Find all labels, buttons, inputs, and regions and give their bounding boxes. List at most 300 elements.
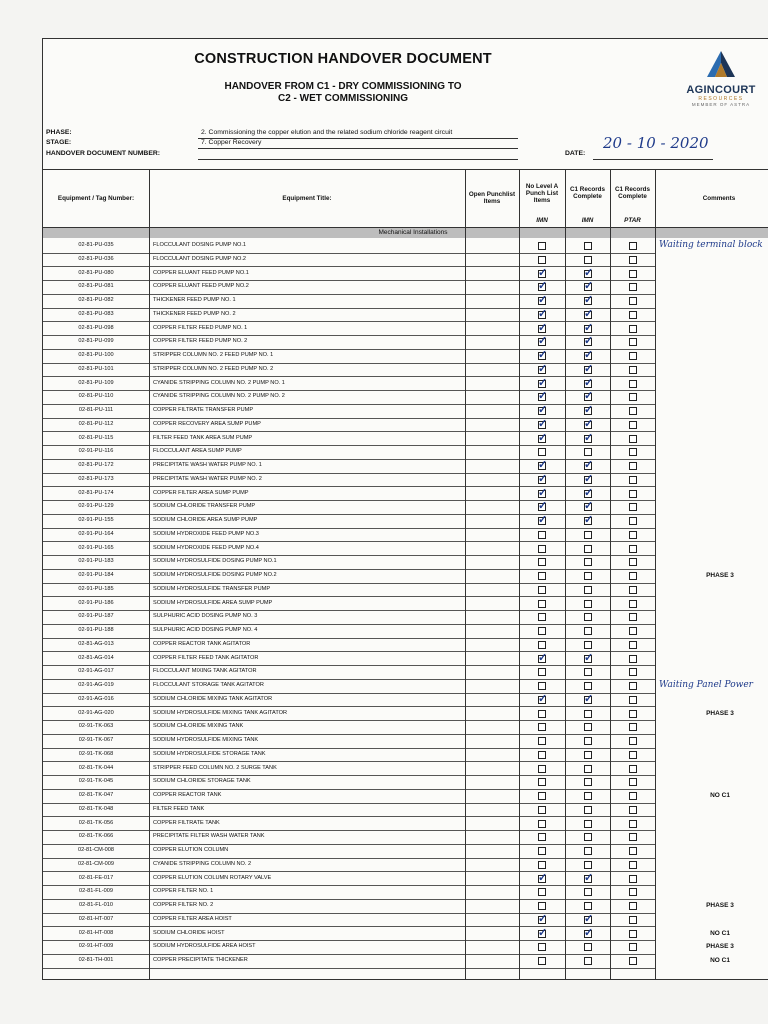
equipment-tag: 02-91-PU-185 xyxy=(78,585,114,592)
equipment-tag: 02-91-PU-186 xyxy=(78,599,114,606)
equipment-title: SODIUM CHLORIDE AREA SUMP PUMP xyxy=(153,517,258,523)
c1-records-checkbox[interactable] xyxy=(584,627,592,635)
ptar-checkbox[interactable] xyxy=(629,435,637,443)
level-a-checkbox[interactable] xyxy=(538,362,548,375)
table-row xyxy=(43,927,655,942)
level-a-checkbox[interactable] xyxy=(538,390,548,403)
check-mark-icon: ✓ xyxy=(538,514,548,526)
equipment-title: CYANIDE STRIPPING COLUMN NO. 2 PUMP NO. 2 xyxy=(153,393,285,400)
check-mark-icon: ✓ xyxy=(538,692,548,705)
check-mark-icon: ✓ xyxy=(584,514,594,526)
c1-records-checkbox[interactable] xyxy=(584,888,592,896)
equipment-tag: 02-81-CM-009 xyxy=(77,860,115,867)
equipment-tag: 02-81-PU-098 xyxy=(78,324,114,331)
level-a-checkbox[interactable] xyxy=(538,737,546,745)
table-row xyxy=(43,665,655,680)
equipment-tag: 02-91-PU-155 xyxy=(78,517,114,523)
equipment-tag: 02-91-TK-068 xyxy=(78,750,114,757)
ptar-checkbox[interactable] xyxy=(629,778,637,786)
level-a-checkbox[interactable] xyxy=(538,751,546,759)
level-a-checkbox[interactable] xyxy=(538,651,548,664)
ptar-checkbox[interactable] xyxy=(629,325,637,333)
c1-records-checkbox[interactable] xyxy=(584,280,594,293)
equipment-tag: 02-91-PU-129 xyxy=(78,503,114,510)
equipment-title: FLOCCULANT MIXING TANK AGITATOR xyxy=(153,668,257,675)
c1-records-checkbox[interactable] xyxy=(584,692,594,705)
level-a-checkbox[interactable] xyxy=(538,242,546,250)
ptar-checkbox[interactable] xyxy=(629,723,637,731)
equipment-title: COPPER ELUTION COLUMN xyxy=(153,847,229,853)
ptar-checkbox[interactable] xyxy=(629,792,637,800)
col-header-open: Open Punchlist Items xyxy=(468,191,516,205)
level-a-checkbox[interactable] xyxy=(538,349,548,361)
c1-records-checkbox[interactable] xyxy=(584,792,592,800)
table-row xyxy=(43,294,655,309)
ptar-checkbox[interactable] xyxy=(629,297,637,305)
col-divider-tag xyxy=(149,169,150,979)
equipment-title: COPPER FILTRATE TANK xyxy=(153,819,220,826)
level-a-checkbox[interactable] xyxy=(538,448,546,456)
level-a-checkbox[interactable] xyxy=(538,459,548,471)
ptar-checkbox[interactable] xyxy=(629,696,637,704)
equipment-tag: 02-91-AG-020 xyxy=(78,709,114,716)
c1-records-checkbox[interactable] xyxy=(584,545,592,553)
comment-text: PHASE 3 xyxy=(706,572,734,579)
level-a-checkbox[interactable] xyxy=(538,376,548,389)
ptar-checkbox[interactable] xyxy=(629,270,637,278)
table-row xyxy=(43,335,655,350)
check-mark-icon: ✓ xyxy=(538,500,548,513)
c1-records-checkbox[interactable] xyxy=(584,349,594,361)
equipment-title: SODIUM HYDROXIDE FEED PUMP NO.4 xyxy=(153,544,259,551)
col-header-c1-complete-1: C1 Records Complete xyxy=(570,186,605,200)
c1-records-checkbox[interactable] xyxy=(584,335,594,348)
table-row xyxy=(43,844,655,859)
equipment-tag: 02-81-PU-112 xyxy=(78,420,114,427)
level-a-checkbox[interactable] xyxy=(538,294,548,306)
equipment-title: STRIPPER COLUMN NO. 2 FEED PUMP NO. 2 xyxy=(153,365,274,372)
ptar-checkbox[interactable] xyxy=(629,820,637,828)
phase-value: 2. Commissioning the copper elution and the related sodium chloride reagent circuit xyxy=(201,129,453,136)
ptar-checkbox[interactable] xyxy=(629,861,637,869)
check-mark-icon: ✓ xyxy=(538,486,548,499)
check-mark-icon: ✓ xyxy=(584,926,594,939)
ptar-checkbox[interactable] xyxy=(629,916,637,924)
check-mark-icon: ✓ xyxy=(584,376,594,389)
c1-records-checkbox[interactable] xyxy=(584,294,594,306)
equipment-title: SODIUM HYDROSULFIDE DOSING PUMP NO.1 xyxy=(153,558,277,565)
col-divider-open xyxy=(519,169,520,979)
c1-records-checkbox[interactable] xyxy=(584,912,594,925)
table-row xyxy=(43,432,655,447)
equipment-title: COPPER ELUTION COLUMN ROTARY VALVE xyxy=(153,874,272,881)
ptar-checkbox[interactable] xyxy=(629,888,637,896)
ptar-checkbox[interactable] xyxy=(629,737,637,745)
document-subtitle-line-1: HANDOVER FROM C1 - DRY COMMISSIONING TO xyxy=(224,81,462,92)
c1-records-checkbox[interactable] xyxy=(584,256,592,264)
level-a-checkbox[interactable] xyxy=(538,486,548,499)
ptar-checkbox[interactable] xyxy=(629,655,637,663)
level-a-checkbox[interactable] xyxy=(538,682,546,690)
ptar-checkbox[interactable] xyxy=(629,902,637,910)
c1-records-checkbox[interactable] xyxy=(584,943,592,951)
level-a-checkbox[interactable] xyxy=(538,266,548,279)
equipment-title: COPPER FILTRATE TRANSFER PUMP xyxy=(153,407,254,413)
level-a-checkbox[interactable] xyxy=(538,778,546,786)
company-logo xyxy=(671,49,768,107)
table-row xyxy=(43,720,655,735)
ptar-checkbox[interactable] xyxy=(629,462,637,470)
equipment-title: SODIUM HYDROSULFIDE STORAGE TANK xyxy=(153,750,266,757)
logo-tagline: RESOURCES xyxy=(698,96,744,102)
equipment-tag: 02-91-PU-165 xyxy=(78,544,114,551)
level-a-checkbox[interactable] xyxy=(538,514,548,526)
level-a-checkbox[interactable] xyxy=(538,404,548,416)
ptar-checkbox[interactable] xyxy=(629,600,637,608)
table-row xyxy=(43,610,655,625)
ptar-checkbox[interactable] xyxy=(629,751,637,759)
check-mark-icon: ✓ xyxy=(538,349,548,361)
equipment-title: FLOCCULANT STORAGE TANK AGITATOR xyxy=(153,682,264,688)
equipment-tag: 02-81-PU-173 xyxy=(78,475,114,482)
ptar-checkbox[interactable] xyxy=(629,311,637,319)
table-row xyxy=(43,762,655,777)
ptar-checkbox[interactable] xyxy=(629,943,637,951)
table-row xyxy=(43,858,655,873)
check-mark-icon: ✓ xyxy=(584,404,594,416)
level-a-checkbox[interactable] xyxy=(538,280,548,293)
c1-records-checkbox[interactable] xyxy=(584,737,592,745)
level-a-checkbox[interactable] xyxy=(538,600,546,608)
ptar-checkbox[interactable] xyxy=(629,517,637,525)
table-row xyxy=(43,253,655,268)
stage-label: STAGE: xyxy=(46,139,72,146)
table-row xyxy=(43,789,655,804)
level-a-checkbox[interactable] xyxy=(538,613,546,621)
c1-records-checkbox[interactable] xyxy=(584,459,594,471)
ptar-checkbox[interactable] xyxy=(629,421,637,429)
c1-records-checkbox[interactable] xyxy=(584,833,592,841)
comment-text: NO C1 xyxy=(710,957,730,964)
c1-records-checkbox[interactable] xyxy=(584,806,592,814)
equipment-tag: 02-91-HT-009 xyxy=(78,943,114,950)
c1-records-checkbox[interactable] xyxy=(584,651,594,664)
ptar-checkbox[interactable] xyxy=(629,558,637,566)
col-header-level-a: No Level A Punch List Items xyxy=(525,182,559,204)
level-a-checkbox[interactable] xyxy=(538,321,548,334)
c1-records-checkbox[interactable] xyxy=(584,682,592,690)
comment-text: NO C1 xyxy=(710,929,730,937)
ptar-checkbox[interactable] xyxy=(629,806,637,814)
c1-records-checkbox[interactable] xyxy=(584,613,592,621)
level-a-checkbox[interactable] xyxy=(538,472,548,485)
c1-records-checkbox[interactable] xyxy=(584,600,592,608)
col-header-title: Equipment Title: xyxy=(282,194,332,202)
level-a-checkbox[interactable] xyxy=(538,335,548,348)
c1-records-checkbox[interactable] xyxy=(584,472,594,485)
equipment-title: FLOCCULANT DOSING PUMP NO.2 xyxy=(153,255,247,262)
check-mark-icon: ✓ xyxy=(584,390,594,403)
equipment-title: COPPER REACTOR TANK xyxy=(153,792,222,798)
ptar-checkbox[interactable] xyxy=(629,875,637,883)
level-a-checkbox[interactable] xyxy=(538,926,548,939)
logo-member: MEMBER OF ASTRA xyxy=(691,102,751,107)
equipment-title: COPPER ELUANT FEED PUMP NO.1 xyxy=(153,269,249,276)
equipment-title: COPPER FILTER FEED PUMP NO. 2 xyxy=(153,338,248,345)
c1-records-checkbox[interactable] xyxy=(584,586,592,594)
check-mark-icon: ✓ xyxy=(538,266,548,279)
table-row xyxy=(43,418,655,433)
c1-records-checkbox[interactable] xyxy=(584,321,594,334)
c1-records-checkbox[interactable] xyxy=(584,500,594,513)
equipment-title: COPPER FILTER NO. 1 xyxy=(153,888,214,895)
table-row xyxy=(43,913,655,928)
check-mark-icon: ✓ xyxy=(584,472,594,485)
check-mark-icon: ✓ xyxy=(538,362,548,375)
ptar-checkbox[interactable] xyxy=(629,668,637,676)
equipment-tag: 02-81-PU-172 xyxy=(78,462,114,468)
equipment-tag: 02-81-PU-174 xyxy=(78,489,114,496)
ptar-checkbox[interactable] xyxy=(629,283,637,291)
equipment-tag: 02-91-PU-184 xyxy=(78,572,114,578)
table-row xyxy=(43,652,655,667)
check-mark-icon: ✓ xyxy=(538,871,548,884)
ptar-checkbox[interactable] xyxy=(629,957,637,965)
c1-records-checkbox[interactable] xyxy=(584,307,594,320)
level-a-checkbox[interactable] xyxy=(538,820,546,828)
doc-number-underline xyxy=(198,159,518,160)
check-mark-icon: ✓ xyxy=(584,362,594,375)
level-a-checkbox[interactable] xyxy=(538,307,548,320)
c1-records-checkbox[interactable] xyxy=(584,871,594,884)
c1-records-checkbox[interactable] xyxy=(584,376,594,389)
equipment-tag: 02-81-TK-047 xyxy=(78,792,114,798)
ptar-checkbox[interactable] xyxy=(629,682,637,690)
level-a-checkbox[interactable] xyxy=(538,861,546,869)
level-a-checkbox[interactable] xyxy=(538,888,546,896)
c1-records-checkbox[interactable] xyxy=(584,820,592,828)
table-row xyxy=(43,473,655,488)
equipment-tag: 02-81-HT-008 xyxy=(78,929,114,936)
level-a-checkbox[interactable] xyxy=(538,500,548,513)
check-mark-icon: ✓ xyxy=(538,926,548,939)
col-divider-c1-1 xyxy=(610,169,611,979)
ptar-checkbox[interactable] xyxy=(629,613,637,621)
table-row xyxy=(43,734,655,749)
level-a-checkbox[interactable] xyxy=(538,871,548,884)
c1-records-checkbox[interactable] xyxy=(584,448,592,456)
level-a-checkbox[interactable] xyxy=(538,833,546,841)
ptar-checkbox[interactable] xyxy=(629,338,637,346)
equipment-tag: 02-91-AG-016 xyxy=(78,695,114,702)
c1-records-checkbox[interactable] xyxy=(584,902,592,910)
level-a-checkbox[interactable] xyxy=(538,765,546,773)
c1-records-checkbox[interactable] xyxy=(584,861,592,869)
check-mark-icon: ✓ xyxy=(538,390,548,403)
level-a-checkbox[interactable] xyxy=(538,943,546,951)
level-a-checkbox[interactable] xyxy=(538,847,546,855)
level-a-checkbox[interactable] xyxy=(538,641,546,649)
ptar-checkbox[interactable] xyxy=(629,586,637,594)
level-a-checkbox[interactable] xyxy=(538,431,548,444)
level-a-checkbox[interactable] xyxy=(538,558,546,566)
check-mark-icon: ✓ xyxy=(538,294,548,306)
ptar-checkbox[interactable] xyxy=(629,545,637,553)
c1-records-checkbox[interactable] xyxy=(584,641,592,649)
equipment-title: COPPER FILTER FEED TANK AGITATOR xyxy=(153,654,259,661)
level-a-checkbox[interactable] xyxy=(538,572,546,580)
c1-records-checkbox[interactable] xyxy=(584,847,592,855)
ptar-checkbox[interactable] xyxy=(629,765,637,773)
check-mark-icon: ✓ xyxy=(584,335,594,348)
comment-text: PHASE 3 xyxy=(706,943,734,951)
level-a-checkbox[interactable] xyxy=(538,531,546,539)
ptar-checkbox[interactable] xyxy=(629,930,637,938)
check-mark-icon: ✓ xyxy=(538,335,548,348)
c1-records-checkbox[interactable] xyxy=(584,723,592,731)
logo-name: AGINCOURT xyxy=(686,84,756,96)
col-sub-ptar: PTAR xyxy=(624,216,641,224)
equipment-title: SODIUM HYDROSULFIDE MIXING TANK xyxy=(153,737,259,743)
level-a-checkbox[interactable] xyxy=(538,723,546,731)
check-mark-icon: ✓ xyxy=(538,376,548,389)
c1-records-checkbox[interactable] xyxy=(584,514,594,526)
c1-records-checkbox[interactable] xyxy=(584,242,592,250)
ptar-checkbox[interactable] xyxy=(629,242,637,250)
check-mark-icon: ✓ xyxy=(584,294,594,306)
equipment-tag: 02-81-PU-080 xyxy=(78,269,114,276)
table-row xyxy=(43,748,655,763)
check-mark-icon: ✓ xyxy=(584,349,594,361)
check-mark-icon: ✓ xyxy=(538,321,548,334)
c1-records-checkbox[interactable] xyxy=(584,531,592,539)
c1-records-checkbox[interactable] xyxy=(584,404,594,416)
ptar-checkbox[interactable] xyxy=(629,503,637,511)
ptar-checkbox[interactable] xyxy=(629,352,637,360)
check-mark-icon: ✓ xyxy=(538,651,548,664)
level-a-checkbox[interactable] xyxy=(538,417,548,430)
table-row xyxy=(43,817,655,832)
ptar-checkbox[interactable] xyxy=(629,256,637,264)
level-a-checkbox[interactable] xyxy=(538,710,546,718)
c1-records-checkbox[interactable] xyxy=(584,957,592,965)
level-a-checkbox[interactable] xyxy=(538,668,546,676)
equipment-title: SODIUM CHLORIDE HOIST xyxy=(153,929,225,936)
c1-records-checkbox[interactable] xyxy=(584,668,592,676)
table-row xyxy=(43,872,655,887)
ptar-checkbox[interactable] xyxy=(629,393,637,401)
table-row xyxy=(43,597,655,612)
ptar-checkbox[interactable] xyxy=(629,847,637,855)
level-a-checkbox[interactable] xyxy=(538,912,548,925)
ptar-checkbox[interactable] xyxy=(629,572,637,580)
table-row xyxy=(43,775,655,790)
check-mark-icon: ✓ xyxy=(538,472,548,485)
c1-records-checkbox[interactable] xyxy=(584,926,594,939)
equipment-tag: 02-81-PU-099 xyxy=(78,338,114,345)
ptar-checkbox[interactable] xyxy=(629,833,637,841)
col-sub-imn-2: IMN xyxy=(581,216,594,224)
c1-records-checkbox[interactable] xyxy=(584,362,594,375)
equipment-title: COPPER FILTER FEED PUMP NO. 1 xyxy=(153,324,248,331)
check-mark-icon: ✓ xyxy=(584,912,594,925)
table-row xyxy=(43,693,655,708)
level-a-checkbox[interactable] xyxy=(538,957,546,965)
equipment-tag: 02-81-AG-014 xyxy=(78,654,114,661)
equipment-title: FILTER FEED TANK AREA SUM PUMP xyxy=(153,434,253,441)
equipment-tag: 02-91-PU-183 xyxy=(78,558,114,565)
check-mark-icon: ✓ xyxy=(538,459,548,471)
table-row xyxy=(43,885,655,900)
date-label: DATE: xyxy=(565,150,586,157)
c1-records-checkbox[interactable] xyxy=(584,572,592,580)
ptar-checkbox[interactable] xyxy=(629,476,637,484)
check-mark-icon: ✓ xyxy=(584,307,594,320)
col-divider-level-a xyxy=(565,169,566,979)
level-a-checkbox[interactable] xyxy=(538,627,546,635)
table-row xyxy=(43,377,655,392)
stage-underline xyxy=(198,148,518,149)
equipment-title: COPPER FILTER AREA SUMP PUMP xyxy=(153,489,249,496)
c1-records-checkbox[interactable] xyxy=(584,751,592,759)
equipment-tag: 02-81-CM-008 xyxy=(77,847,115,853)
mountain-logo-icon xyxy=(701,49,741,79)
c1-records-checkbox[interactable] xyxy=(584,486,594,499)
table-row xyxy=(43,707,655,722)
level-a-checkbox[interactable] xyxy=(538,806,546,814)
table-row xyxy=(43,445,655,460)
equipment-tag: 02-81-FE-017 xyxy=(78,874,114,881)
ptar-checkbox[interactable] xyxy=(629,490,637,498)
ptar-checkbox[interactable] xyxy=(629,366,637,374)
c1-records-checkbox[interactable] xyxy=(584,558,592,566)
level-a-checkbox[interactable] xyxy=(538,692,548,705)
ptar-checkbox[interactable] xyxy=(629,380,637,388)
equipment-title: SODIUM HYDROXIDE FEED PUMP NO.3 xyxy=(153,530,259,537)
level-a-checkbox[interactable] xyxy=(538,902,546,910)
ptar-checkbox[interactable] xyxy=(629,531,637,539)
c1-records-checkbox[interactable] xyxy=(584,778,592,786)
level-a-checkbox[interactable] xyxy=(538,256,546,264)
level-a-checkbox[interactable] xyxy=(538,586,546,594)
ptar-checkbox[interactable] xyxy=(629,407,637,415)
c1-records-checkbox[interactable] xyxy=(584,710,592,718)
equipment-tag: 02-81-PU-083 xyxy=(78,310,114,317)
check-mark-icon: ✓ xyxy=(584,651,594,664)
ptar-checkbox[interactable] xyxy=(629,627,637,635)
equipment-tag: 02-91-TK-067 xyxy=(78,737,114,743)
equipment-title: THICKENER FEED PUMP NO. 2 xyxy=(153,310,236,317)
c1-records-checkbox[interactable] xyxy=(584,417,594,430)
level-a-checkbox[interactable] xyxy=(538,545,546,553)
c1-records-checkbox[interactable] xyxy=(584,390,594,403)
equipment-title: FLOCCULANT DOSING PUMP NO.1 xyxy=(153,242,247,248)
c1-records-checkbox[interactable] xyxy=(584,266,594,279)
ptar-checkbox[interactable] xyxy=(629,448,637,456)
ptar-checkbox[interactable] xyxy=(629,710,637,718)
c1-records-checkbox[interactable] xyxy=(584,765,592,773)
col-sub-imn: IMN xyxy=(536,216,548,224)
equipment-tag: 02-81-FL-009 xyxy=(79,888,113,895)
table-row xyxy=(43,239,655,254)
equipment-tag: 02-81-HT-007 xyxy=(78,915,114,922)
c1-records-checkbox[interactable] xyxy=(584,431,594,444)
table-row xyxy=(43,390,655,405)
equipment-title: CYANIDE STRIPPING COLUMN NO. 2 PUMP NO. 1 xyxy=(153,379,285,386)
equipment-title: STRIPPER COLUMN NO. 2 FEED PUMP NO. 1 xyxy=(153,352,274,358)
level-a-checkbox[interactable] xyxy=(538,792,546,800)
ptar-checkbox[interactable] xyxy=(629,641,637,649)
